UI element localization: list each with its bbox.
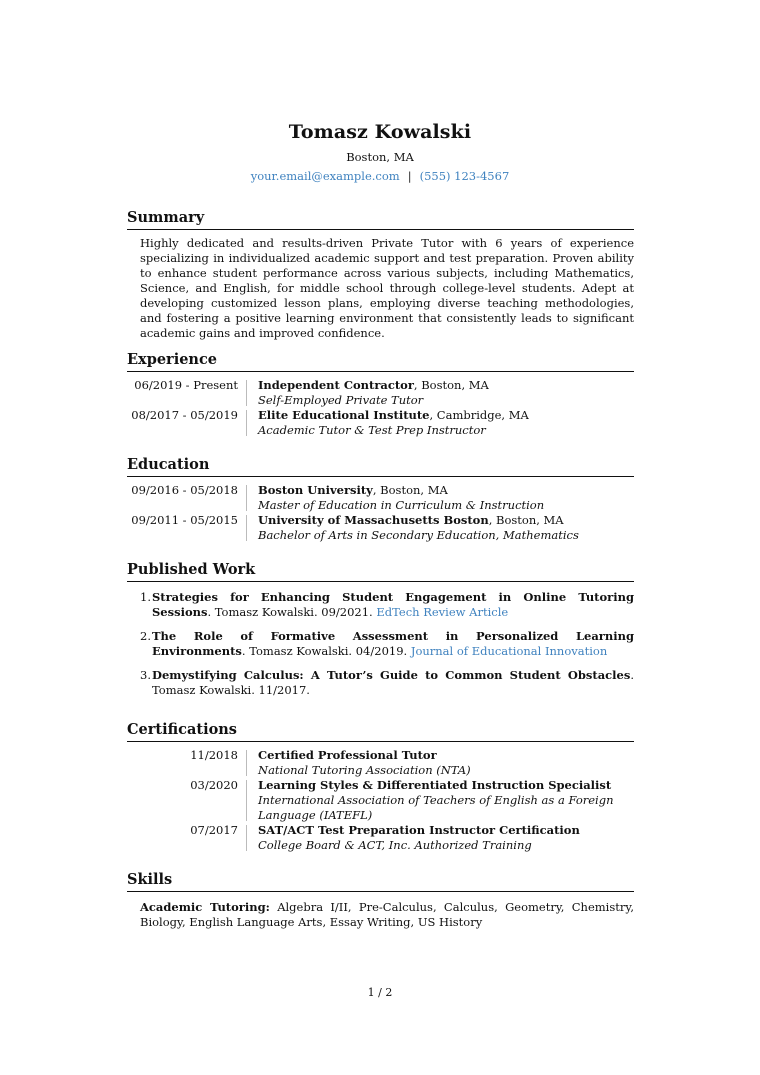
entry-organization: Elite Educational Institute — [258, 408, 430, 422]
education-section — [127, 456, 634, 543]
experience-entry — [127, 408, 634, 438]
certification-name: Certified Professional Tutor — [258, 748, 437, 762]
publication-item — [127, 629, 634, 659]
section-divider — [127, 371, 634, 372]
entry-divider — [246, 410, 247, 436]
entry-date: 08/2017 - 05/2019 — [131, 408, 238, 422]
entry-role: Self-Employed Private Tutor — [258, 393, 424, 407]
publication-list — [127, 590, 634, 698]
certification-issuer: College Board & ACT, Inc. Authorized Training — [258, 838, 532, 852]
publication-number: 3. — [140, 668, 151, 682]
publication-details: . Tomasz Kowalski. 11/2017. — [152, 668, 634, 697]
entry-divider — [246, 485, 247, 511]
entry-organization: Independent Contractor — [258, 378, 414, 392]
certification-name: Learning Styles & Differentiated Instruction Specialist — [258, 778, 612, 792]
summary-section — [127, 209, 634, 341]
entry-divider — [246, 780, 247, 821]
phone-link[interactable]: (555) 123-4567 — [419, 169, 510, 183]
entry-date: 09/2016 - 05/2018 — [131, 483, 238, 497]
section-divider — [127, 581, 634, 582]
entry-location: , Cambridge, MA — [429, 408, 529, 422]
certification-entry — [127, 748, 634, 778]
publication-title: Strategies for Enhancing Student Engagement in Online Tutoring Sessions — [152, 590, 634, 619]
education-entry — [127, 513, 634, 543]
certifications-section — [127, 721, 634, 853]
entry-location: , Boston, MA — [372, 483, 448, 497]
entry-location: , Boston, MA — [488, 513, 564, 527]
section-divider — [127, 891, 634, 892]
entry-divider — [246, 515, 247, 541]
entry-date: 03/2020 — [190, 778, 238, 792]
email-link[interactable]: your.email@example.com — [250, 169, 400, 183]
section-title-skills: Skills — [127, 871, 173, 888]
publication-title: Demystifying Calculus: A Tutor’s Guide to Common Student Obstacles — [152, 668, 631, 682]
page-number: 1 / 2 — [367, 986, 393, 999]
entry-divider — [246, 750, 247, 776]
candidate-location: Boston, MA — [346, 150, 414, 164]
resume-header — [0, 121, 760, 183]
publication-link[interactable]: Journal of Educational Innovation — [410, 644, 608, 658]
publication-number: 1. — [140, 590, 151, 604]
section-divider — [127, 229, 634, 230]
education-entry — [127, 483, 634, 513]
skills-category-label: Academic Tutoring: — [140, 900, 270, 914]
entry-role: Academic Tutor & Test Prep Instructor — [258, 423, 486, 437]
entry-institution: Boston University — [258, 483, 373, 497]
entry-date: 09/2011 - 05/2015 — [131, 513, 238, 527]
entry-date: 11/2018 — [190, 748, 238, 762]
publication-item — [127, 590, 634, 620]
entry-location: , Boston, MA — [413, 378, 489, 392]
entry-date: 07/2017 — [190, 823, 238, 837]
section-title-certifications: Certifications — [127, 721, 237, 738]
candidate-name: Tomasz Kowalski — [288, 121, 472, 143]
contact-separator: | — [407, 169, 412, 183]
publication-details: . Tomasz Kowalski. 04/2019. — [241, 644, 411, 658]
entry-divider — [246, 825, 247, 851]
entry-degree: Bachelor of Arts in Secondary Education, Mathematics — [258, 528, 579, 542]
certification-entry — [127, 778, 634, 823]
publication-number: 2. — [140, 629, 151, 643]
section-title-experience: Experience — [127, 351, 218, 368]
publication-link[interactable]: EdTech Review Article — [376, 605, 509, 619]
section-divider — [127, 741, 634, 742]
contact-line — [0, 169, 760, 183]
certification-name: SAT/ACT Test Preparation Instructor Certification — [258, 823, 580, 837]
certification-issuer: International Association of Teachers of English as a Foreign Language (IATEFL) — [258, 793, 614, 822]
summary-text: Highly dedicated and results-driven Private Tutor with 6 years of experience specializing in individualized academic support and test preparation. Proven ability to enhance student performance across various subjects, including Mathematics, Science, and English, for middle school through college-level students. Adept at developing customized lesson plans, employing diverse teaching methodologies, and fostering a positive learning environment that consistently leads to significant academic gains and improved confidence. — [140, 236, 634, 340]
entry-divider — [246, 380, 247, 406]
experience-section — [127, 351, 634, 438]
skills-list: Algebra I/II, Pre-Calculus, Calculus, Geometry, Chemistry, Biology, English Language Arts, Essay Writing, US History — [140, 900, 635, 929]
certification-issuer: National Tutoring Association (NTA) — [258, 763, 471, 777]
section-title-education: Education — [127, 456, 210, 473]
section-divider — [127, 476, 634, 477]
entry-date: 06/2019 - Present — [134, 378, 238, 392]
skills-text — [140, 900, 634, 930]
section-title-summary: Summary — [127, 209, 205, 226]
publication-item — [127, 668, 634, 698]
skills-section — [127, 871, 634, 930]
entry-degree: Master of Education in Curriculum & Instruction — [258, 498, 545, 512]
certification-entry — [127, 823, 634, 853]
section-title-published-work: Published Work — [127, 561, 256, 578]
experience-entry — [127, 378, 634, 408]
publication-details: . Tomasz Kowalski. 09/2021. — [207, 605, 377, 619]
published-work-section — [127, 561, 634, 707]
entry-institution: University of Massachusetts Boston — [258, 513, 489, 527]
publication-title: The Role of Formative Assessment in Personalized Learning Environments — [152, 629, 634, 658]
